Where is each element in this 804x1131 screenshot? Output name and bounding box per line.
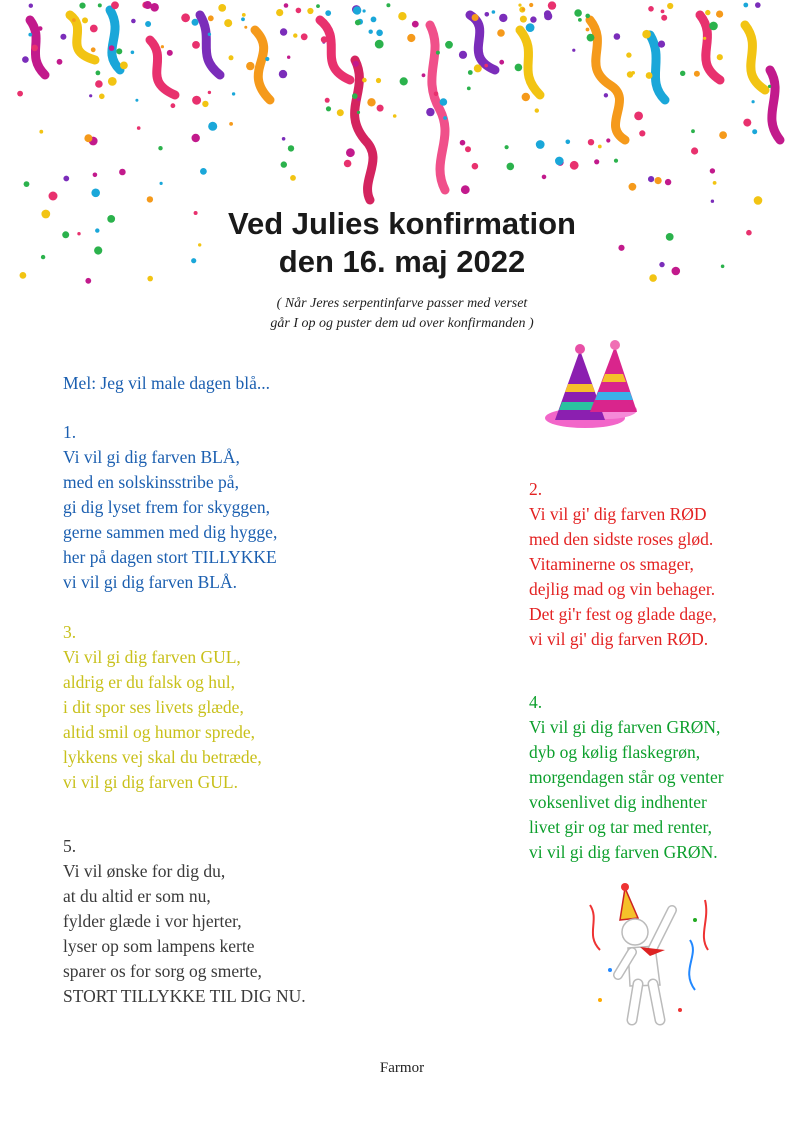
confetti-dot [24, 181, 30, 187]
confetti-dot [588, 139, 594, 145]
confetti-dot [655, 177, 662, 184]
confetti-dot [639, 130, 645, 136]
celebrating-figure-image [580, 880, 720, 1030]
confetti-dot [505, 145, 509, 149]
confetti-dot [752, 129, 757, 134]
confetti-dot [515, 64, 523, 72]
confetti-dot [326, 106, 331, 111]
confetti-dot [181, 13, 190, 22]
confetti-dot [79, 3, 85, 9]
confetti-dot [398, 12, 406, 20]
confetti-dot [192, 41, 200, 49]
confetti-dot [90, 25, 98, 33]
confetti-dot [376, 30, 383, 37]
confetti-dot [472, 163, 479, 170]
confetti-dot [646, 72, 653, 79]
confetti-dot [120, 62, 128, 70]
confetti-dot [535, 108, 539, 112]
verse-number: 4. [529, 692, 543, 712]
confetti-dot [192, 19, 199, 26]
confetti-dot [145, 21, 151, 27]
confetti-dot [357, 98, 360, 101]
confetti-dot [98, 3, 102, 7]
confetti-dot [386, 3, 390, 7]
melody-line: Mel: Jeg vil male dagen blå... [63, 373, 271, 393]
confetti-dot [614, 159, 618, 163]
confetti-dot [63, 176, 69, 182]
confetti-dot [276, 9, 283, 16]
verse-line: gerne sammen med dig hygge, [63, 522, 278, 542]
confetti-dot [369, 30, 373, 34]
confetti-dot [224, 19, 232, 27]
confetti-dot [719, 131, 727, 139]
confetti-dot [242, 13, 246, 17]
confetti-dot [536, 140, 545, 149]
confetti-dot [627, 71, 633, 77]
confetti-dot [661, 15, 667, 21]
verse-line: med en solskinsstribe på, [63, 472, 239, 492]
confetti-dot [137, 126, 141, 130]
confetti-dot [474, 64, 482, 72]
confetti-dot [375, 40, 384, 49]
confetti-dot [705, 10, 710, 15]
confetti-dot [443, 116, 447, 120]
confetti-dot [144, 1, 152, 9]
confetti-dot [499, 14, 507, 22]
verse-line: aldrig er du falsk og hul, [63, 672, 236, 692]
verse-line: vi vil gi dig farven BLÅ. [63, 572, 238, 592]
confetti-dot [485, 12, 490, 17]
confetti-dot [522, 93, 530, 101]
confetti-dot [108, 77, 117, 86]
confetti-dot [436, 51, 440, 55]
verse-line: her på dagen stort TILLYKKE [63, 547, 277, 567]
verse-line: fylder glæde i vor hjerter, [63, 911, 242, 931]
confetti-dot [288, 145, 294, 151]
confetti-dot [111, 1, 119, 9]
confetti-dot [232, 92, 235, 95]
confetti-dot [412, 21, 419, 28]
confetti-dot [96, 71, 101, 76]
confetti-dot [710, 168, 715, 173]
confetti-dot [87, 56, 90, 59]
confetti-dot [472, 14, 479, 21]
confetti-dot [572, 49, 575, 52]
confetti-dot [22, 56, 29, 63]
confetti-dot [39, 130, 43, 134]
confetti-dot [703, 37, 706, 40]
confetti-dot [192, 134, 200, 142]
confetti-dot [307, 8, 313, 14]
verse-line: dyb og kølig flaskegrøn, [529, 742, 701, 762]
confetti-dot [208, 122, 217, 131]
confetti-dot [269, 99, 272, 102]
verse-line: STORT TILLYKKE TIL DIG NU. [63, 986, 306, 1006]
verse-line: gi dig lyset frem for skyggen, [63, 497, 271, 517]
confetti-dot [355, 20, 361, 26]
confetti-dot [461, 185, 470, 194]
confetti-dot [344, 160, 352, 168]
confetti-dot [507, 163, 515, 171]
verse-5 [63, 834, 306, 1009]
confetti-dot [665, 179, 671, 185]
confetti-dot [529, 3, 533, 7]
confetti-dot [91, 47, 96, 52]
confetti-dot [499, 60, 504, 65]
confetti-dot [279, 70, 287, 78]
confetti-dot [520, 16, 527, 23]
confetti-dot [200, 168, 207, 175]
confetti-dot [459, 51, 467, 59]
confetti-dot [244, 26, 247, 29]
confetti-dot [31, 45, 38, 52]
confetti-dot [680, 71, 685, 76]
confetti-dot [667, 3, 673, 9]
confetti-dot [522, 8, 525, 11]
confetti-dot [296, 8, 302, 14]
confetti-dot [544, 10, 551, 17]
confetti-dot [661, 10, 665, 14]
confetti-dot [60, 34, 66, 40]
confetti-dot [542, 175, 547, 180]
confetti-dot [131, 19, 136, 24]
confetti-dot [467, 87, 471, 91]
confetti-dot [346, 148, 355, 157]
confetti-dot [440, 98, 448, 106]
confetti-dot [265, 57, 269, 61]
confetti-dot [716, 11, 723, 18]
confetti-dot [586, 28, 590, 32]
instruction-note-line-1: ( Når Jeres serpentinfarve passer med verset [276, 296, 528, 311]
confetti-dot [598, 145, 602, 149]
verse-number: 2. [529, 479, 543, 499]
signature: Farmor [379, 1060, 425, 1076]
verse-3 [63, 620, 262, 795]
confetti-dot [518, 4, 521, 7]
page-title-line-1: Ved Julies konfirmation [228, 206, 576, 241]
confetti-dot [754, 196, 763, 205]
confetti-dot [578, 18, 582, 22]
confetti-dot [229, 122, 233, 126]
confetti-dot [353, 6, 361, 14]
confetti-dot [548, 1, 556, 9]
confetti-dot [353, 61, 359, 67]
confetti-dot [119, 169, 126, 176]
confetti-dot [109, 45, 115, 51]
confetti-dot [192, 96, 201, 105]
verse-1 [63, 420, 277, 595]
verse-line: vi vil gi dig farven GRØN. [529, 842, 718, 862]
confetti-dot [321, 36, 328, 43]
confetti-dot [17, 91, 23, 97]
confetti-dot [570, 161, 579, 170]
confetti-dot [594, 159, 599, 164]
confetti-dot [393, 114, 397, 118]
confetti-dot [468, 70, 473, 75]
confetti-dot [89, 94, 92, 97]
confetti-dot [377, 105, 384, 112]
confetti-dot [434, 92, 439, 97]
confetti-dot [82, 17, 88, 23]
confetti-dot [158, 146, 162, 150]
verse-line: Vi vil gi dig farven BLÅ, [63, 447, 240, 467]
verse-line: morgendagen står og venter [529, 767, 724, 787]
verse-line: dejlig mad og vin behager. [529, 579, 716, 599]
confetti-dot [72, 18, 76, 22]
confetti-dot [743, 3, 748, 8]
verse-4 [529, 690, 724, 865]
confetti-dot [460, 140, 466, 146]
confetti-dot [566, 140, 571, 145]
verse-line: at du altid er som nu, [63, 886, 211, 906]
confetti-dot [587, 34, 595, 42]
confetti-dot [93, 173, 98, 178]
confetti-dot [325, 98, 330, 103]
confetti-dot [281, 161, 287, 167]
confetti-dot [282, 137, 286, 141]
confetti-dot [208, 91, 211, 94]
confetti-dot [426, 108, 434, 116]
confetti-dot [325, 10, 331, 16]
verse-line: Vi vil gi dig farven GRØN, [529, 717, 721, 737]
party-hats-image [535, 340, 645, 440]
confetti-dot [614, 33, 621, 40]
streamers [30, 10, 780, 200]
confetti-dot [38, 26, 43, 31]
confetti-dot [352, 93, 358, 99]
confetti-dot [293, 33, 297, 37]
confetti-dot [116, 48, 122, 54]
confetti-dot [290, 175, 296, 181]
confetti-dot [634, 112, 643, 121]
verse-line: lykkens vej skal du betræde, [63, 747, 262, 767]
confetti-dot [301, 33, 308, 40]
confetti-dot [91, 189, 100, 198]
confetti-dot [241, 17, 245, 21]
verse-line: med den sidste roses glød. [529, 529, 714, 549]
confetti-dot [99, 94, 105, 100]
confetti-dot [492, 10, 496, 14]
confetti-dot [280, 28, 287, 35]
confetti-dot [400, 77, 408, 85]
confetti-dot [28, 33, 32, 37]
confetti-dot [743, 119, 751, 127]
confetti-dot [135, 99, 138, 102]
confetti-dot [445, 41, 453, 49]
confetti-dot [246, 62, 254, 70]
verse-2 [529, 477, 717, 652]
verse-number: 1. [63, 422, 77, 442]
confetti-dot [713, 181, 717, 185]
verse-number: 3. [63, 622, 77, 642]
confetti-dot [709, 22, 718, 31]
verse-line: Vi vil gi dig farven GUL, [63, 647, 241, 667]
confetti-dot [160, 182, 163, 185]
verse-line: voksenlivet dig indhenter [529, 792, 707, 812]
confetti-dot [202, 101, 208, 107]
confetti-dot [768, 85, 771, 88]
confetti-dot [585, 14, 590, 19]
confetti-dot [526, 23, 535, 32]
confetti-dot [171, 103, 176, 108]
verse-line: i dit spor ses livets glæde, [63, 697, 244, 717]
confetti-dot [376, 78, 381, 83]
confetti-dot [84, 134, 92, 142]
confetti-dot [755, 2, 761, 8]
confetti-dot [626, 52, 631, 57]
confetti-dot [218, 4, 226, 12]
confetti-dot [691, 129, 695, 133]
confetti-dot [497, 29, 505, 37]
confetti-dot [371, 17, 377, 23]
verse-line: Det gi'r fest og glade dage, [529, 604, 717, 624]
verse-number: 5. [63, 836, 77, 856]
verse-line: vi vil gi dig farven GUL. [63, 772, 238, 792]
confetti-dot [691, 147, 698, 154]
verse-line: Vi vil gi' dig farven RØD [529, 504, 707, 524]
verse-line: altid smil og humor sprede, [63, 722, 255, 742]
confetti-dot [752, 100, 755, 103]
confetti-dot [604, 93, 608, 97]
confetti-dot [287, 56, 290, 59]
confetti-dot [465, 146, 471, 152]
verse-line: Vitaminerne os smager, [529, 554, 694, 574]
confetti-dot [363, 9, 366, 12]
confetti-dot [407, 34, 415, 42]
confetti-dot [284, 3, 289, 8]
confetti-dot [167, 50, 173, 56]
confetti-dot [57, 59, 63, 65]
page-title-line-2: den 16. maj 2022 [278, 244, 526, 279]
confetti-dot [642, 30, 651, 39]
confetti-dot [717, 54, 723, 60]
confetti-dot [337, 109, 344, 116]
verse-line: lyser op som lampens kerte [63, 936, 255, 956]
confetti-dot [711, 200, 714, 203]
confetti-dot [658, 41, 665, 48]
confetti-dot [422, 73, 426, 77]
verse-line: vi vil gi' dig farven RØD. [529, 629, 709, 649]
verse-line: Vi vil ønske for dig du, [63, 861, 226, 881]
confetti-dot [484, 64, 488, 68]
confetti-dot [574, 9, 582, 17]
confetti-dot [208, 15, 214, 21]
confetti-dot [49, 192, 58, 201]
confetti-dot [694, 71, 700, 77]
confetti-dot [555, 157, 564, 166]
confetti-dot [161, 45, 164, 48]
verse-line: livet gir og tar med renter, [529, 817, 712, 837]
confetti-dot [357, 111, 360, 114]
confetti-dot [208, 33, 211, 36]
confetti-dot [229, 55, 234, 60]
confetti-dot [606, 138, 610, 142]
confetti-dot [131, 51, 135, 55]
instruction-note-line-2: går I op og puster dem ud over konfirmanden ) [270, 316, 534, 331]
confetti-dot [648, 176, 654, 182]
confetti-dot [316, 4, 320, 8]
confetti-dot [629, 183, 637, 191]
confetti-dot [648, 6, 654, 12]
confetti-dot [29, 3, 33, 7]
confetti-dot [530, 16, 536, 22]
confetti-dot [367, 98, 375, 106]
confetti-dot [95, 80, 103, 88]
verse-line: sparer os for sorg og smerte, [63, 961, 262, 981]
confetti-dot [362, 78, 367, 83]
confetti-dot [147, 196, 153, 202]
